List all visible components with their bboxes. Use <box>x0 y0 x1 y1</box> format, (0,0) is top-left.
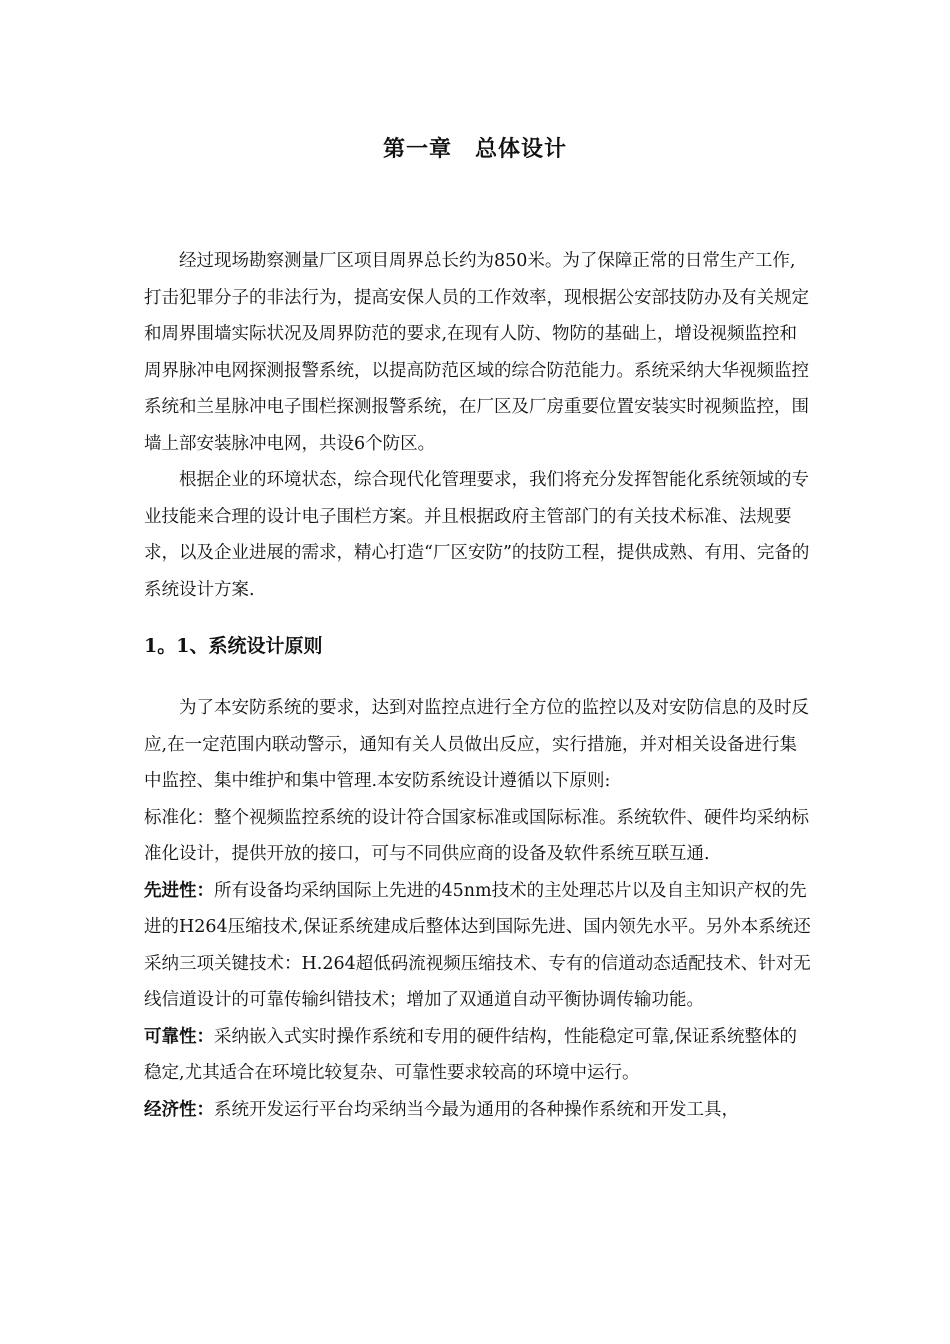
principle-reliability <box>144 1019 812 1092</box>
principle-term: 经济性： <box>144 1099 214 1120</box>
principle-term: 标准化： <box>144 807 214 828</box>
principle-standardization <box>144 800 812 873</box>
principle-economy <box>144 1092 812 1129</box>
section-heading: 1。1、系统设计原则 <box>144 635 323 657</box>
intro-paragraph-2: 根据企业的环境状态，综合现代化管理要求，我们将充分发挥智能化系统领域的专业技能来合理的设计电子围栏方案。并且根据政府主管部门的有关技术标准、法规要求，以及企业进展的需求，精心打造“厂区安防”的技防工程，提供成熟、有用、完备的系统设计方案. <box>144 470 810 600</box>
principle-text: 所有设备均采纳国际上先进的45nm技术的主处理芯片以及自主知识产权的先进的H264压缩技术,保证系统建成后整体达到国际先进、国内领先水平。另外本系统还采纳三项关键技术：H.264超低码流视频压缩技术、专有的信道动态适配技术、针对无线信道设计的可靠传输纠错技术；增加了双通道自动平衡协调传输功能。 <box>144 880 811 1010</box>
principle-advanced <box>144 873 812 1019</box>
principle-text: 整个视频监控系统的设计符合国家标准或国际标准。系统软件、硬件均采纳标准化设计，提供开放的接口，可与不同供应商的设备及软件系统互联互通. <box>144 807 809 864</box>
principle-text: 系统开发运行平台均采纳当今最为通用的各种操作系统和开发工具， <box>214 1099 739 1120</box>
principle-term: 先进性： <box>144 880 214 901</box>
intro-paragraph-1: 经过现场勘察测量厂区项目周界总长约为850米。为了保障正常的日常生产工作,打击犯罪分子的非法行为，提高安保人员的工作效率，现根据公安部技防办及有关规定和周界围墙实际状况及周界防范的要求,在现有人防、物防的基础上，增设视频监控和周界脉冲电网探测报警系统，以提高防范区域的综合防范能力。系统采纳大华视频监控系统和兰星脉冲电子围栏探测报警系统，在厂区及厂房重要位置安装实时视频监控，围墙上部安装脉冲电网，共设6个防区。 <box>144 251 809 454</box>
section-body <box>144 690 812 1128</box>
principle-text: 采纳嵌入式实时操作系统和专用的硬件结构，性能稳定可靠,保证系统整体的稳定,尤其适合在环境比较复杂、可靠性要求较高的环境中运行。 <box>144 1026 798 1083</box>
principle-term: 可靠性： <box>144 1026 214 1047</box>
section-paragraph-1: 为了本安防系统的要求，达到对监控点进行全方位的监控以及对安防信息的及时反应,在一定范围内联动警示，通知有关人员做出反应，实行措施，并对相关设备进行集中监控、集中维护和集中管理.本安防系统设计遵循以下原则: <box>144 698 809 791</box>
intro-section <box>144 243 812 608</box>
chapter-title: 第一章 总体设计 <box>382 136 567 162</box>
